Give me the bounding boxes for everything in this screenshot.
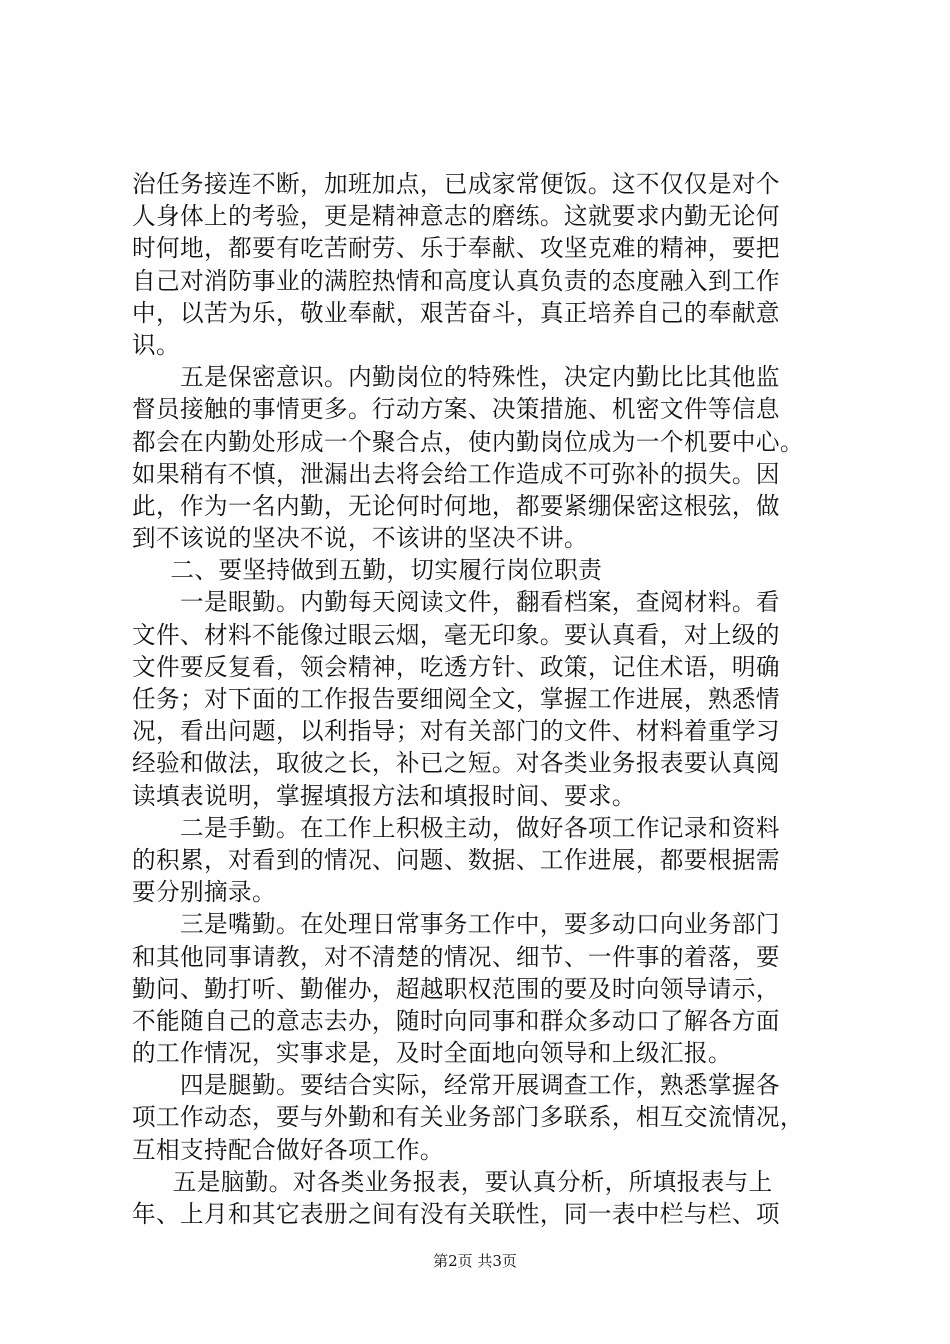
document-body [132,168,832,1230]
text-line: 三是嘴勤。在处理日常事务工作中，要多动口向业务部门 [180,910,780,939]
text-line: 文件、材料不能像过眼云烟，毫无印象。要认真看，对上级的 [132,620,780,649]
text-line: 四是腿勤。要结合实际，经常开展调查工作，熟悉掌握各 [180,1071,780,1100]
text-line: 识。 [132,330,180,359]
text-line: 要分别摘录。 [132,878,276,907]
page-footer: 第2页 共3页 [433,1252,517,1270]
text-line: 时何地，都要有吃苦耐劳、乐于奉献、攻坚克难的精神，要把 [132,234,780,263]
text-line: 读填表说明，掌握填报方法和填报时间、要求。 [132,781,636,810]
text-line: 二是手勤。在工作上积极主动，做好各项工作记录和资料 [180,813,780,842]
text-line: 都会在内勤处形成一个聚合点，使内勤岗位成为一个机要中心。 [132,427,804,456]
text-line: 的积累，对看到的情况、问题、数据、工作进展，都要根据需 [132,845,780,874]
text-line: 到不该说的坚决不说，不该讲的坚决不讲。 [132,524,588,553]
text-line: 如果稍有不慎，泄漏出去将会给工作造成不可弥补的损失。因 [132,459,780,488]
text-line: 五是脑勤。对各类业务报表，要认真分析，所填报表与上 [172,1167,773,1196]
text-line: 治任务接连不断，加班加点，已成家常便饭。这不仅仅是对个 [132,170,780,198]
text-line: 年、上月和其它表册之间有没有关联性，同一表中栏与栏、项 [132,1200,780,1228]
text-line: 经验和做法，取彼之长，补已之短。对各类业务报表要认真阅 [132,749,780,778]
text-line: 五是保密意识。内勤岗位的特殊性，决定内勤比比其他监 [180,363,780,392]
text-line: 中，以苦为乐，敬业奉献，艰苦奋斗，真正培养自己的奉献意 [132,298,780,327]
text-line: 自己对消防事业的满腔热情和高度认真负责的态度融入到工作 [132,266,780,295]
text-line: 的工作情况，实事求是，及时全面地向领导和上级汇报。 [132,1039,732,1068]
text-line: 任务；对下面的工作报告要细阅全文，掌握工作进展，熟悉情 [132,685,780,713]
text-line: 和其他同事请教，对不清楚的情况、细节、一件事的着落，要 [132,942,780,971]
text-line: 督员接触的事情更多。行动方案、决策措施、机密文件等信息 [132,395,780,424]
text-line: 勤问、勤打听、勤催办，超越职权范围的要及时向领导请示， [132,974,780,1003]
text-line: 此，作为一名内勤，无论何时何地，都要紧绷保密这根弦，做 [132,491,780,520]
text-line: 不能随自己的意志去办，随时向同事和群众多动口了解各方面 [132,1006,780,1035]
text-line: 文件要反复看，领会精神，吃透方针、政策，记住术语，明确 [132,652,780,681]
text-line: 二、要坚持做到五勤，切实履行岗位职责 [170,556,603,585]
text-line: 况，看出问题，以利指导；对有关部门的文件、材料着重学习 [132,717,780,746]
text-line: 互相支持配合做好各项工作。 [132,1135,444,1164]
text-line: 人身体上的考验，更是精神意志的磨练。这就要求内勤无论何 [132,202,780,231]
text-line: 一是眼勤。内勤每天阅读文件，翻看档案，查阅材料。看 [180,588,780,617]
text-line: 项工作动态，要与外勤和有关业务部门多联系，相互交流情况， [132,1103,804,1132]
